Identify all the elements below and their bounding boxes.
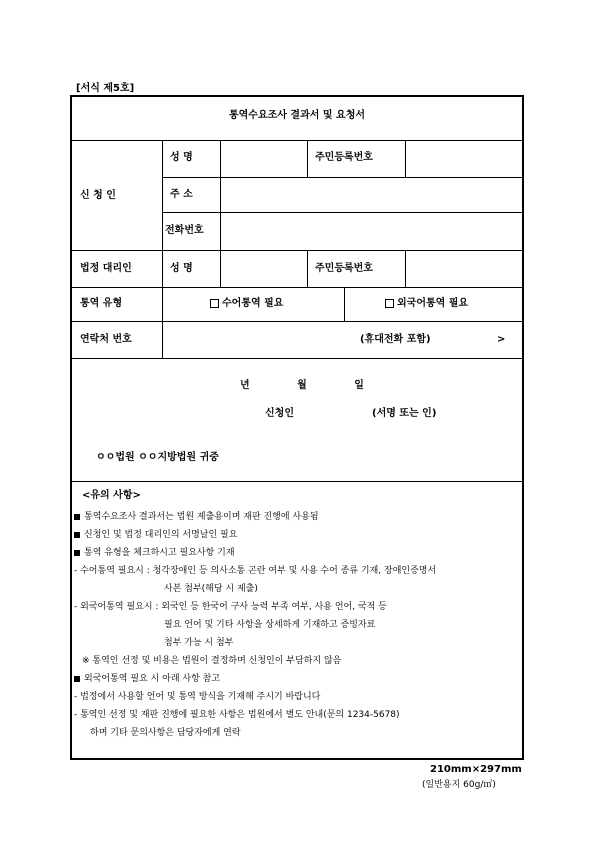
row-divider [70, 140, 524, 141]
agent-label: 법정 대리인 [80, 263, 132, 274]
row-divider [70, 358, 524, 359]
note-text: - 수어통역 필요시 : 청각장애인 등 의사소통 곤란 여부 및 사용 수어 종류 기재, 장애인증명서 [74, 566, 437, 576]
contact-label: 연락처 번호 [80, 334, 132, 345]
note-text: 신청인 및 법정 대리인의 서명날인 필요 [84, 530, 238, 540]
row-divider [70, 287, 524, 288]
col-divider [405, 250, 406, 287]
row-divider [70, 481, 524, 482]
note-item [74, 674, 220, 685]
col-divider [344, 287, 345, 321]
note-item [74, 566, 436, 577]
form-title: 통역수요조사 결과서 및 요청서 [228, 110, 366, 121]
paper-type: (일반용지 60g/㎡) [422, 780, 496, 790]
signer-label: 신청인 [265, 408, 294, 419]
applicant-address-field[interactable] [222, 179, 522, 210]
type-option-foreign[interactable]: 외국어통역 필요 [385, 298, 468, 310]
row-divider [162, 212, 524, 213]
note-item [74, 530, 237, 541]
signer-mark: (서명 또는 인) [372, 408, 437, 419]
row-divider [70, 321, 524, 322]
col-divider [220, 140, 221, 287]
note-item [82, 656, 341, 667]
applicant-name-field[interactable] [222, 142, 305, 175]
note-text: 하며 기타 문의사항은 담당자에게 연락 [90, 728, 241, 738]
checkbox-icon[interactable] [385, 299, 394, 308]
agent-name-field[interactable] [222, 252, 305, 285]
agent-idno-field[interactable] [407, 252, 522, 285]
note-text: 통역수요조사 결과서는 법원 제출용이며 재판 진행에 사용됨 [84, 512, 319, 522]
agent-idno-label: 주민등록번호 [315, 263, 373, 274]
form-number: [서식 제5호] [76, 83, 135, 94]
type-option-sign[interactable]: 수어통역 필요 [210, 298, 283, 310]
note-item [74, 512, 319, 523]
row-divider [70, 250, 524, 251]
note-text: 사본 첨부(해당 시 제출) [164, 584, 258, 594]
applicant-idno-field[interactable] [407, 142, 522, 175]
note-item [74, 548, 235, 559]
applicant-name-label: 성 명 [170, 152, 193, 163]
bullet-square-icon [74, 532, 80, 538]
note-item [74, 602, 387, 613]
date-line: 년 월 일 [240, 380, 364, 391]
note-item [90, 728, 241, 739]
applicant-idno-label: 주민등록번호 [315, 152, 373, 163]
row-divider [162, 177, 524, 178]
agent-name-label: 성 명 [170, 263, 193, 274]
bullet-square-icon [74, 676, 80, 682]
addressee: ㅇㅇ법원 ㅇㅇ지방법원 귀중 [96, 452, 219, 463]
note-text: 필요 언어 및 기타 사항을 상세하게 기재하고 증빙자료 [164, 620, 376, 630]
note-text: - 법정에서 사용할 언어 및 통역 방식을 기재해 주시기 바랍니다 [74, 692, 321, 702]
note-text: 통역 유형을 체크하시고 필요사항 기재 [84, 548, 235, 558]
applicant-phone-label: 전화번호 [165, 225, 204, 236]
note-text: 첨부 가능 시 첨부 [164, 638, 234, 648]
type-label: 통역 유형 [80, 298, 123, 309]
col-divider [162, 140, 163, 358]
contact-note: (휴대전화 포함) [360, 334, 431, 345]
bullet-square-icon [74, 550, 80, 556]
note-item [164, 584, 258, 595]
note-item [74, 692, 320, 703]
note-text: 외국어통역 필요 시 아래 사항 참고 [84, 674, 221, 684]
col-divider [307, 250, 308, 287]
notes-heading: <유의 사항> [82, 490, 141, 501]
applicant-address-label: 주 소 [170, 189, 193, 200]
bullet-square-icon [74, 514, 80, 520]
paper-size: 210mm×297mm [430, 764, 522, 775]
note-text: ※ 통역인 선정 및 비용은 법원이 결정하며 신청인이 부담하지 않음 [82, 656, 342, 666]
contact-field[interactable] [164, 323, 354, 356]
col-divider [405, 140, 406, 177]
note-text: - 외국어통역 필요시 : 외국인 등 한국어 구사 능력 부족 여부, 사용 언어, 국적 등 [74, 602, 387, 612]
note-item [164, 620, 375, 631]
applicant-phone-field[interactable] [222, 214, 522, 248]
checkbox-icon[interactable] [210, 299, 219, 308]
note-item [164, 638, 233, 649]
col-divider [307, 140, 308, 177]
note-item [74, 710, 400, 721]
note-text: - 통역인 선정 및 재판 진행에 필요한 사항은 법원에서 별도 안내(문의 1234-5678) [74, 710, 400, 720]
contact-end-mark: > [497, 334, 506, 345]
applicant-label: 신 청 인 [80, 190, 116, 201]
